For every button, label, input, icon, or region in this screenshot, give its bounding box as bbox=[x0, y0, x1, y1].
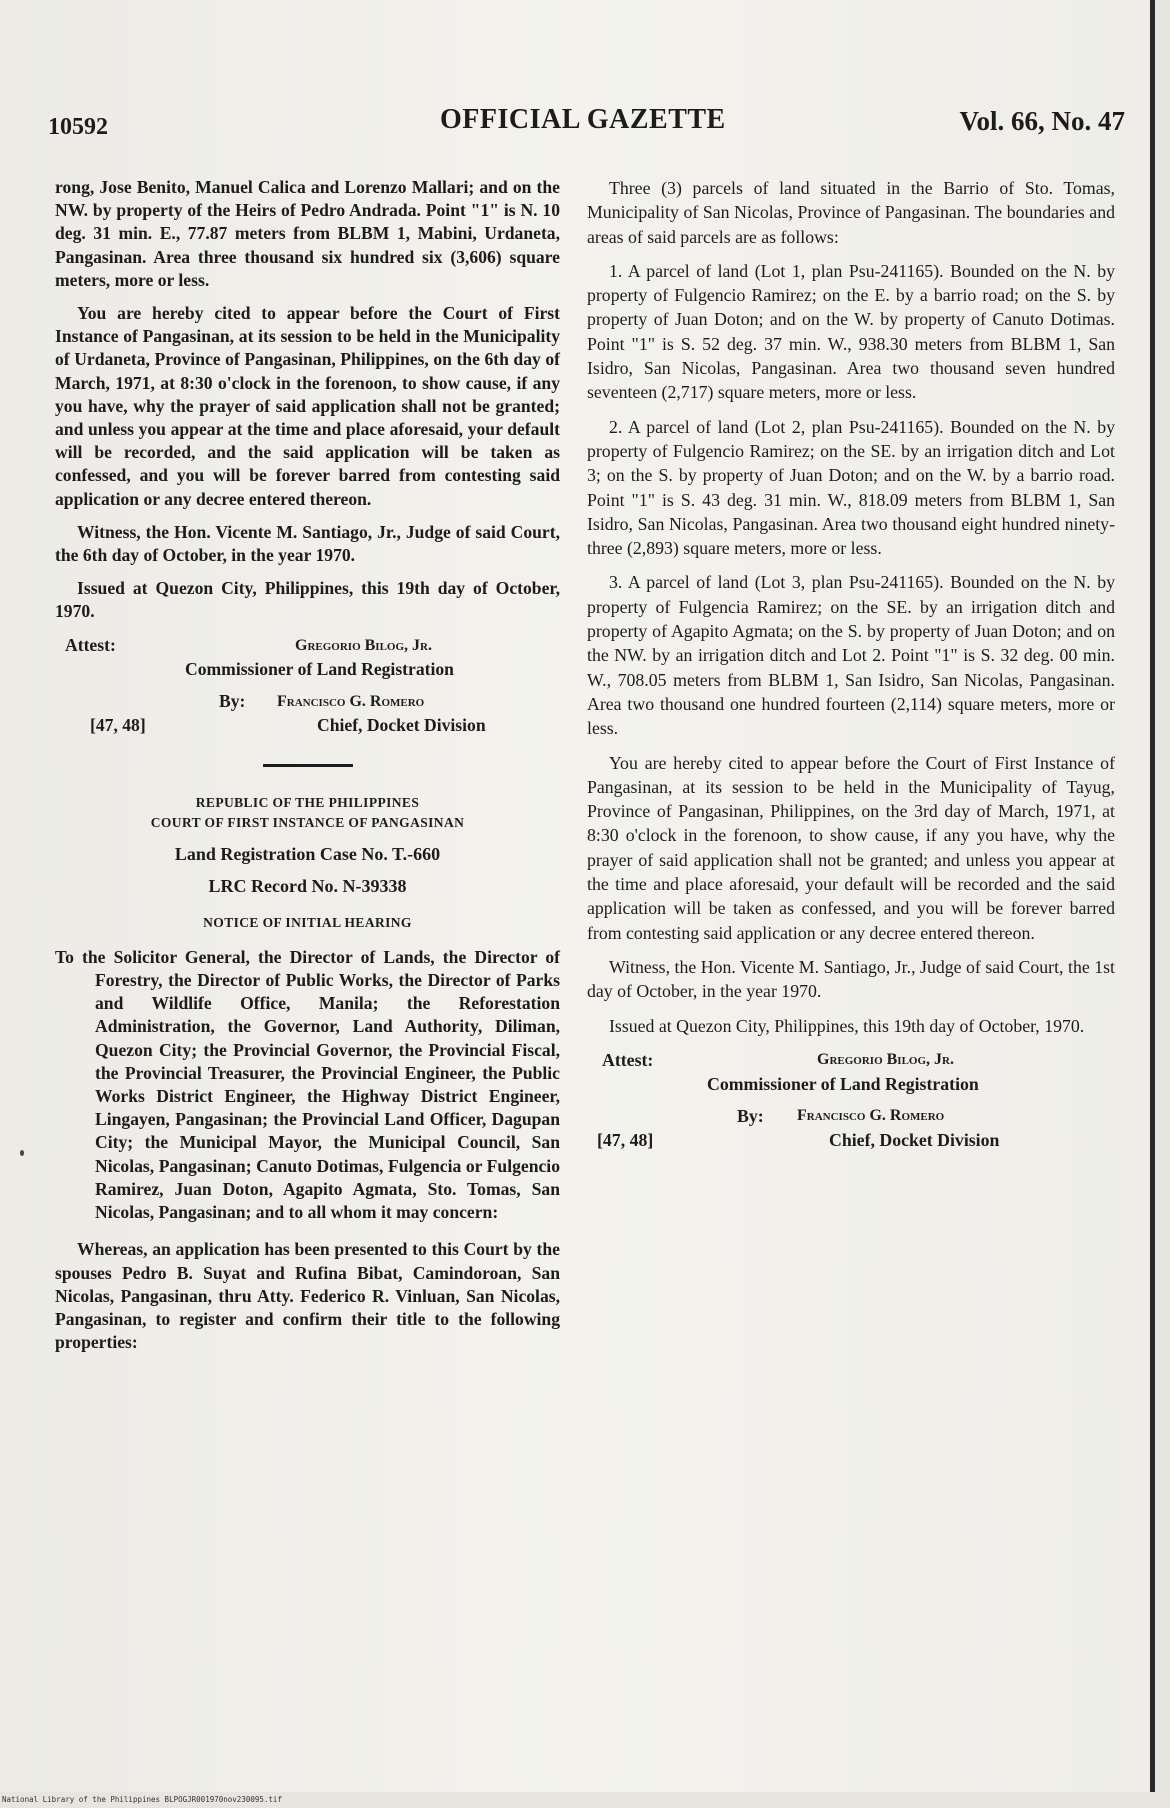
witness-paragraph: Witness, the Hon. Vicente M. Santiago, Jr., Judge of said Court, the 6th day of October, in the year 1970. bbox=[55, 521, 560, 566]
by-name: Francisco G. Romero bbox=[797, 1106, 945, 1124]
citation-paragraph: You are hereby cited to appear before the Court of First Instance of Pangasinan, at its session to be held in the Municipality of Tayug, Province of Pangasinan, Philippines, on the 3rd day of March, 1971, at 8:30 o'clock in the forenoon, to show cause, if any you have, why the prayer of said application shall not be granted; and unless you appear at the time and place aforesaid, your default will be recorded and the said application will be taken as confessed, and you will be forever barred from contesting said application or any decree entered thereon. bbox=[587, 752, 1115, 943]
parcel-2: 2. A parcel of land (Lot 2, plan Psu-241165). Bounded on the N. by property of Fulgencio Ramirez; on the SE. by an irrigation ditch and Lot 3; on the S. by property of Juan Doton; and on the W. by a barrio road. Point "1" is S. 43 deg. 31 min. W., 818.09 meters from BLBM 1, San Isidro, San Nicolas, Pangasinan. Area two thousand eight hundred ninety-three (2,893) square meters, more or less. bbox=[587, 416, 1115, 559]
by-name: Francisco G. Romero bbox=[277, 692, 425, 710]
volume-number: Vol. 66, No. 47 bbox=[959, 106, 1125, 136]
left-column bbox=[55, 176, 560, 1364]
parcel-1: 1. A parcel of land (Lot 1, plan Psu-241165). Bounded on the N. by property of Fulgencio Ramirez; on the E. by a barrio road; on the S. by property of Juan Doton; and on the W. by property of Canuto Dotimas. Point "1" is S. 52 deg. 37 min. W., 938.30 meters from BLBM 1, San Isidro, San Nicolas, Pangasinan. Area two thousand seven hundred seventeen (2,717) square meters, more or less. bbox=[587, 260, 1115, 403]
parcels-intro: Three (3) parcels of land situated in the Barrio of Sto. Tomas, Municipality of San Nicolas, Province of Pangasinan. The boundaries and areas of said parcels are as follows: bbox=[587, 178, 1115, 247]
issued-paragraph: Issued at Quezon City, Philippines, this 19th day of October, 1970. bbox=[609, 1015, 1085, 1036]
parcel-3: 3. A parcel of land (Lot 3, plan Psu-241165). Bounded on the N. by property of Fulgencia Ramirez; on the SE. by an irrigation ditch and property of Agapito Agmata; on the S. by property of Juan Doton; and on the NW. by an irrigation ditch and Lot 2. Point "1" is S. 32 deg. 00 min. W., 708.05 meters from BLBM 1, San Isidro, San Nicolas, Pangasinan. Area two thousand one hundred fourteen (2,114) square meters, more or less. bbox=[587, 572, 1115, 739]
by-title: Chief, Docket Division bbox=[829, 1129, 1000, 1150]
case-number: Land Registration Case No. T.-660 bbox=[174, 843, 441, 864]
attest-name: Gregorio Bilog, Jr. bbox=[295, 636, 432, 654]
attest-office: Commissioner of Land Registration bbox=[185, 658, 454, 679]
scan-edge bbox=[1150, 0, 1155, 1792]
byline-block bbox=[587, 1104, 1115, 1150]
citation-paragraph: You are hereby cited to appear before the Court of First Instance of Pangasinan, at its session to be held in the Municipality of Urdaneta, Province of Pangasinan, Philippines, on the 6th day of March, 1971, at 8:30 o'clock in the forenoon, to show cause, if any you have, why the prayer of said application shall not be granted; and unless you appear at the time and place aforesaid, your default will be recorded, and the said application will be taken as confessed, and you will be forever barred from contesting said application or any decree entered thereon. bbox=[55, 303, 560, 509]
by-title: Chief, Docket Division bbox=[317, 714, 486, 735]
page-header bbox=[40, 100, 1125, 140]
attest-label: Attest: bbox=[602, 1049, 654, 1070]
page-number: 10592 bbox=[48, 114, 108, 140]
section-divider bbox=[263, 764, 353, 767]
by-label: By: bbox=[737, 1105, 764, 1126]
byline-block bbox=[55, 690, 560, 736]
right-column bbox=[587, 176, 1115, 1150]
attest-office: Commissioner of Land Registration bbox=[707, 1073, 979, 1094]
issue-reference: [47, 48] bbox=[597, 1129, 654, 1150]
issue-reference: [47, 48] bbox=[90, 714, 146, 735]
continued-parcel-paragraph: rong, Jose Benito, Manuel Calica and Lorenzo Mallari; and on the NW. by property of the Heirs of Pedro Andrada. Point "1" is N. 10 deg. 31 min. E., 77.87 meters from BLBM 1, Mabini, Urdaneta, Pangasinan. Area three thousand six hundred six (3,606) square meters, more or less. bbox=[55, 177, 560, 290]
attest-block bbox=[55, 634, 560, 680]
issued-paragraph: Issued at Quezon City, Philippines, this 19th day of October, 1970. bbox=[55, 578, 560, 622]
notice-title: NOTICE OF INITIAL HEARING bbox=[203, 914, 412, 930]
attest-block bbox=[587, 1048, 1115, 1094]
lrc-record-number: LRC Record No. N-39338 bbox=[208, 875, 407, 896]
scan-speck bbox=[20, 1150, 24, 1156]
publication-title: OFFICIAL GAZETTE bbox=[440, 104, 726, 135]
court-heading: COURT OF FIRST INSTANCE OF PANGASINAN bbox=[150, 814, 465, 830]
attest-label: Attest: bbox=[65, 634, 116, 655]
republic-heading: REPUBLIC OF THE PHILIPPINES bbox=[195, 794, 420, 810]
addressees-paragraph: To the Solicitor General, the Director of Lands, the Director of Forestry, the Director of Public Works, the Director of Parks and Wildlife Office, Manila; the Reforestation Administration, the Governor, Land Authority, Diliman, Quezon City; the Provincial Governor, the Provincial Fiscal, the Provincial Treasurer, the Provincial Engineer, the Public Works District Engineer, the Highway District Engineer, Lingayen, Pangasinan; the Provincial Land Officer, Dagupan City; the Municipal Mayor, the Municipal Council, San Nicolas, Pangasinan; Canuto Dotimas, Fulgencia or Fulgencio Ramirez, Juan Doton, Agapito Agmata, Sto. Tomas, San Nicolas, Pangasinan; and to all whom it may concern: bbox=[55, 946, 560, 1223]
scan-footer: National Library of the Philippines BLPOGJR001970nov230095.tif bbox=[2, 1795, 282, 1804]
witness-paragraph: Witness, the Hon. Vicente M. Santiago, Jr., Judge of said Court, the 1st day of October, in the year 1970. bbox=[587, 956, 1115, 1002]
attest-name: Gregorio Bilog, Jr. bbox=[817, 1050, 954, 1068]
by-label: By: bbox=[219, 690, 246, 711]
whereas-paragraph: Whereas, an application has been presented to this Court by the spouses Pedro B. Suyat and Rufina Bibat, Camindoroan, San Nicolas, Pangasinan, thru Atty. Federico R. Vinluan, San Nicolas, Pangasinan, to register and confirm their title to the following properties: bbox=[55, 1239, 560, 1353]
